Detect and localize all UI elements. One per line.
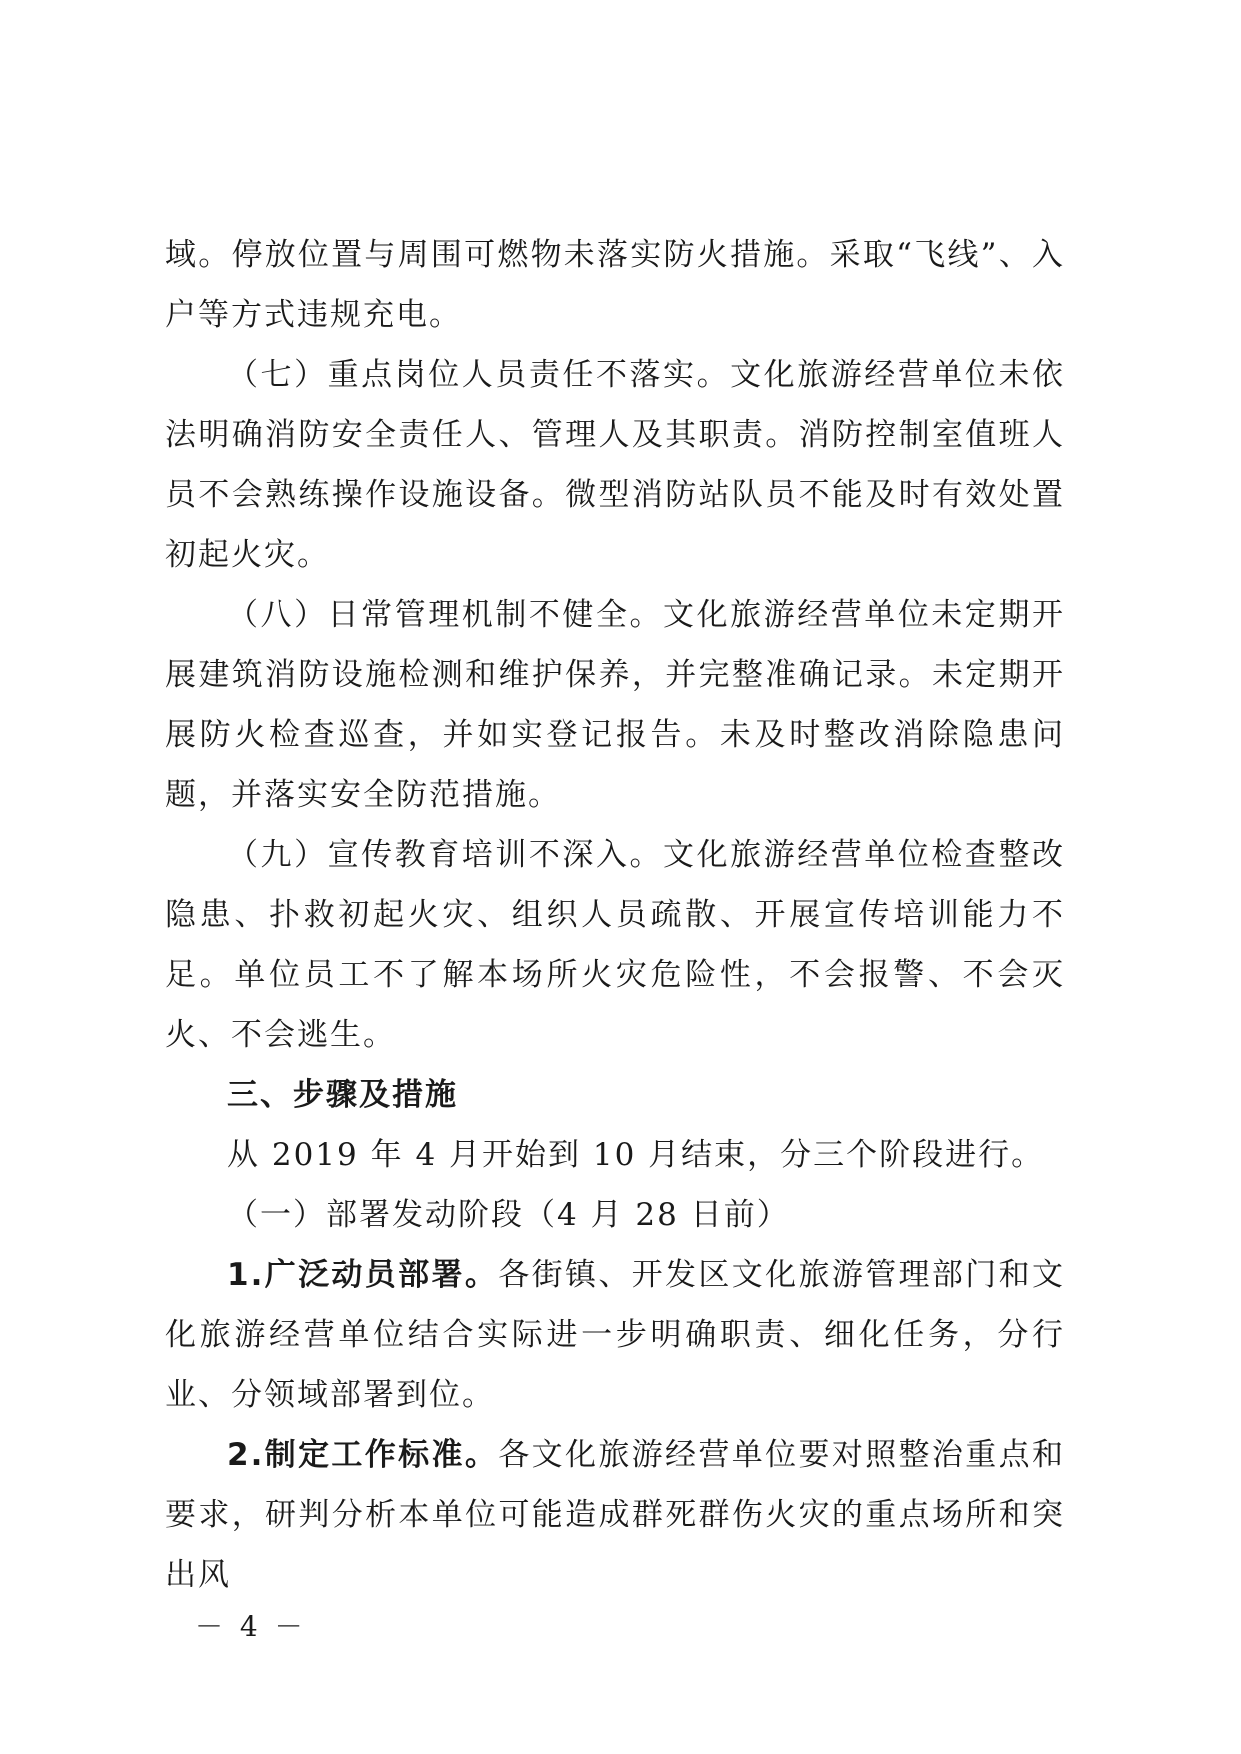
step-1-lead: 1.广泛动员部署。	[227, 1257, 499, 1293]
paragraph-step-2	[165, 1425, 1065, 1605]
paragraph-item-9: （九）宣传教育培训不深入。文化旅游经营单位检查整改隐患、扑救初起火灾、组织人员疏散、开展宣传培训能力不足。单位员工不了解本场所火灾危险性，不会报警、不会灭火、不会逃生。	[165, 837, 1065, 1053]
step-2-lead: 2.制定工作标准。	[227, 1437, 499, 1473]
paragraph-phase-1: （一）部署发动阶段（4 月 28 日前）	[227, 1197, 790, 1233]
paragraph-timeline: 从 2019 年 4 月开始到 10 月结束，分三个阶段进行。	[227, 1137, 1045, 1173]
step-2-body: 各文化旅游经营单位要对照整治重点和要求，研判分析本单位可能造成群死群伤火灾的重点场所和突出风	[165, 1437, 1065, 1593]
paragraph-continuation: 域。停放位置与周围可燃物未落实防火措施。采取“飞线”、入户等方式违规充电。	[165, 237, 1065, 333]
step-1-body: 各街镇、开发区文化旅游管理部门和文化旅游经营单位结合实际进一步明确职责、细化任务，分行业、分领域部署到位。	[165, 1257, 1065, 1413]
paragraph-item-7: （七）重点岗位人员责任不落实。文化旅游经营单位未依法明确消防安全责任人、管理人及其职责。消防控制室值班人员不会熟练操作设施设备。微型消防站队员不能及时有效处置初起火灾。	[165, 357, 1065, 573]
page-number: － 4 －	[195, 1610, 307, 1643]
paragraph-item-8: （八）日常管理机制不健全。文化旅游经营单位未定期开展建筑消防设施检测和维护保养，并完整准确记录。未定期开展防火检查巡查，并如实登记报告。未及时整改消除隐患问题，并落实安全防范措施。	[165, 597, 1065, 813]
paragraph-step-1	[165, 1245, 1065, 1425]
section-heading: 三、步骤及措施	[227, 1077, 458, 1113]
document-body	[165, 225, 1065, 1605]
